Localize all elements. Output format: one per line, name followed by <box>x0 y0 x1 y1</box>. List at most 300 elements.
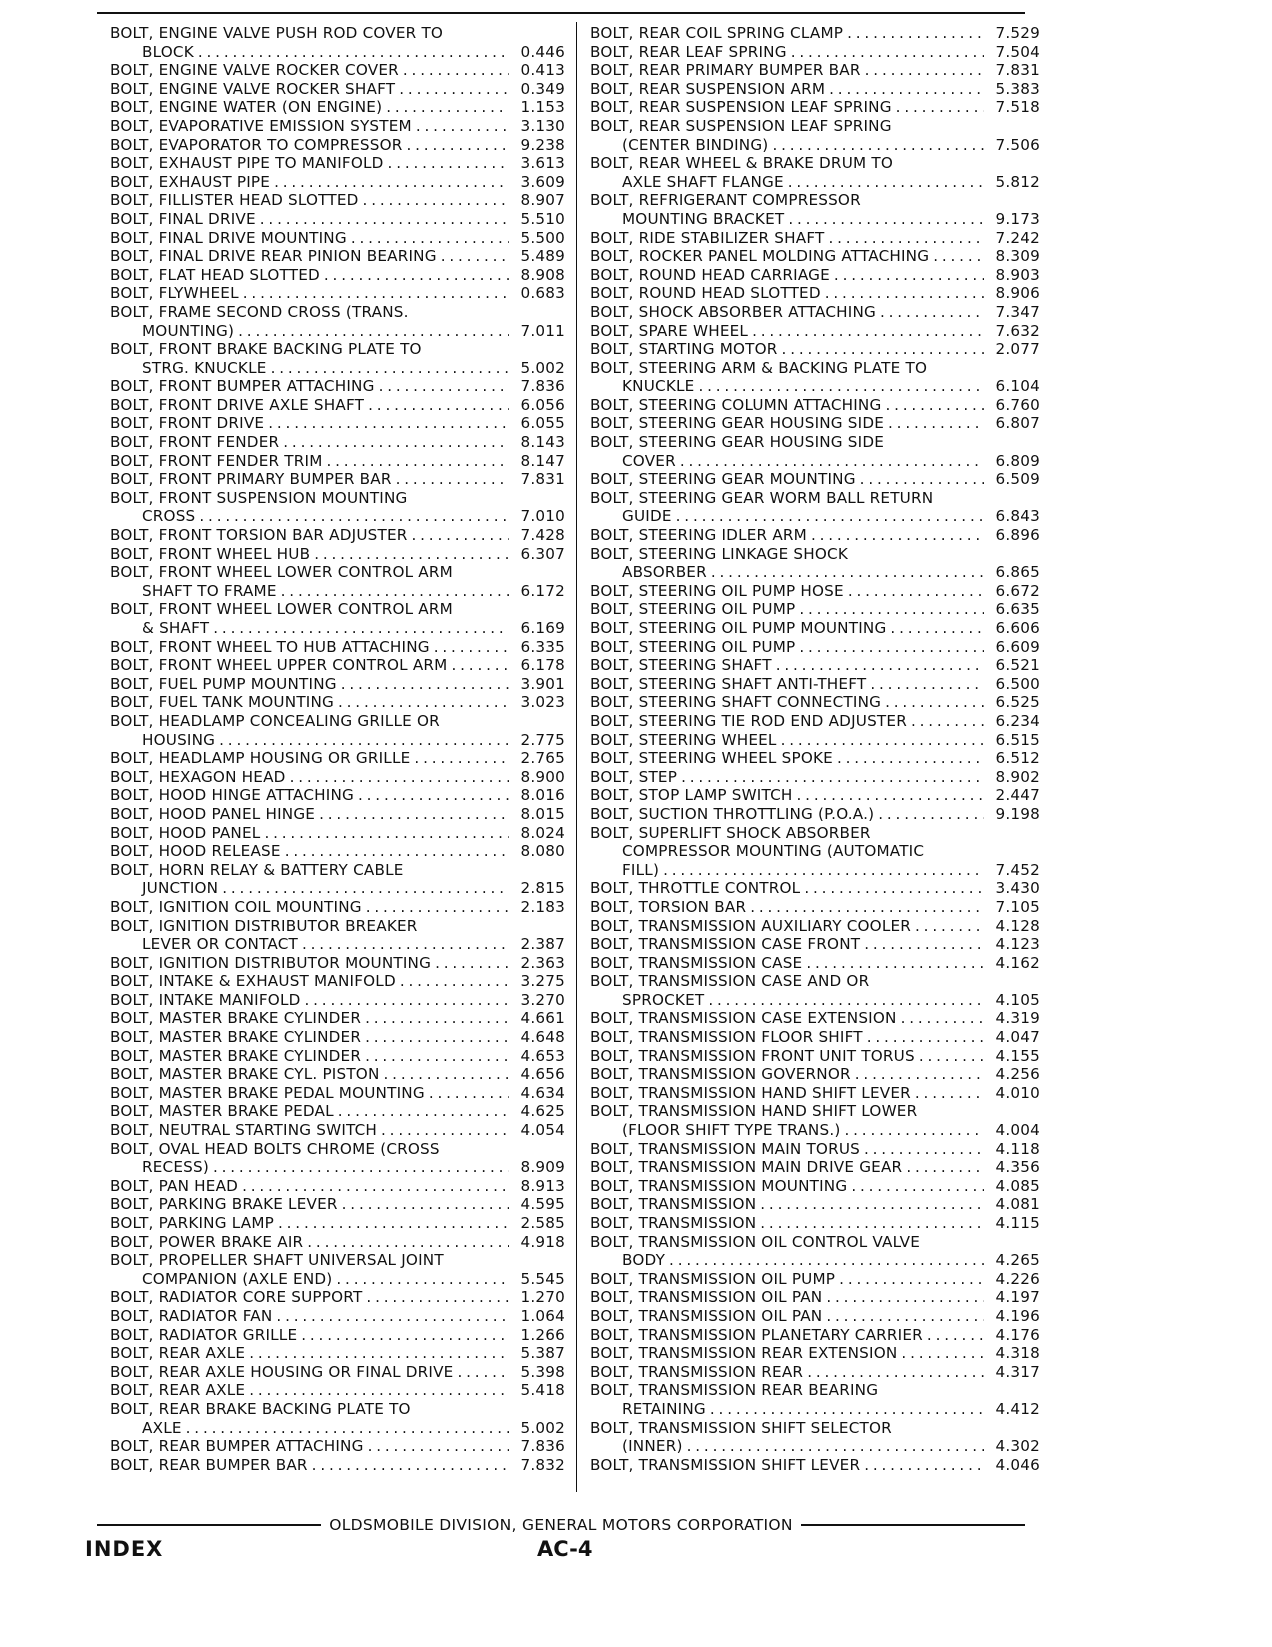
entry-text: BOLT, TRANSMISSION OIL PUMP <box>590 1269 836 1288</box>
entry-text: BOLT, TORSION BAR <box>590 897 747 916</box>
entry-line <box>110 1233 565 1252</box>
entry-line <box>590 1344 1040 1363</box>
dot-leader <box>399 80 509 99</box>
dot-leader <box>238 322 509 341</box>
entry-text: BOLT, FINAL DRIVE REAR PINION BEARING <box>110 247 437 266</box>
dot-leader <box>829 80 984 99</box>
entry-page-ref: 5.002 <box>520 1418 565 1437</box>
entry-page-ref: 4.661 <box>520 1009 565 1028</box>
entry-line <box>590 526 1040 545</box>
dot-leader <box>365 1047 509 1066</box>
index-entry <box>590 414 1040 433</box>
index-entry <box>590 1028 1040 1047</box>
dot-leader <box>307 1233 509 1252</box>
dot-leader <box>365 1028 509 1047</box>
entry-page-ref: 5.489 <box>520 247 565 266</box>
entry-line <box>110 210 565 229</box>
dot-leader <box>901 1009 984 1028</box>
entry-line <box>110 1251 565 1270</box>
index-entry <box>110 545 565 564</box>
entry-line <box>590 117 1040 136</box>
entry-text: BOLT, FRONT PRIMARY BUMPER BAR <box>110 470 392 489</box>
entry-line <box>590 229 1040 248</box>
entry-line <box>590 712 1040 731</box>
entry-page-ref: 7.242 <box>995 228 1040 247</box>
entry-text: FILL) <box>622 860 660 879</box>
entry-text: BOLT, FRONT WHEEL HUB <box>110 544 311 563</box>
entry-text: BOLT, EXHAUST PIPE <box>110 172 271 191</box>
entry-text: BOLT, STEERING WHEEL <box>590 730 777 749</box>
entry-text: BOLT, RIDE STABILIZER SHAFT <box>590 228 825 247</box>
index-entry <box>110 786 565 805</box>
dot-leader <box>864 935 984 954</box>
dot-leader <box>314 545 509 564</box>
entry-line <box>590 917 1040 936</box>
entry-page-ref: 4.226 <box>995 1269 1040 1288</box>
dot-leader <box>708 991 984 1010</box>
entry-text: BOLT, TRANSMISSION CASE FRONT <box>590 935 861 954</box>
index-entry <box>110 712 565 749</box>
entry-page-ref: 6.104 <box>995 377 1040 396</box>
entry-text: BOLT, TRANSMISSION MOUNTING <box>590 1176 848 1195</box>
entry-text: BOLT, HEADLAMP CONCEALING GRILLE OR <box>110 711 440 730</box>
entry-text: BOLT, TRANSMISSION MAIN DRIVE GEAR <box>590 1158 903 1177</box>
entry-text: SPROCKET <box>622 990 705 1009</box>
entry-page-ref: 4.265 <box>995 1251 1040 1270</box>
entry-page-ref: 8.908 <box>520 265 565 284</box>
entry-text: BOLT, HORN RELAY & BATTERY CABLE <box>110 860 404 879</box>
entry-line <box>590 1121 1040 1140</box>
dot-leader <box>760 1214 984 1233</box>
index-entry <box>110 1456 565 1475</box>
entry-page-ref: 4.054 <box>520 1121 565 1140</box>
entry-line <box>110 433 565 452</box>
entry-page-ref: 4.625 <box>520 1102 565 1121</box>
entry-page-ref: 6.521 <box>995 656 1040 675</box>
index-entry <box>590 154 1040 191</box>
dot-leader <box>400 972 509 991</box>
index-entry <box>110 1121 565 1140</box>
entry-page-ref: 6.865 <box>995 563 1040 582</box>
entry-text: BOLT, ROUND HEAD SLOTTED <box>590 284 821 303</box>
entry-line <box>110 545 565 564</box>
index-entry <box>110 1047 565 1066</box>
dot-leader <box>782 340 984 359</box>
entry-text: BOLT, TRANSMISSION OIL PAN <box>590 1288 823 1307</box>
dot-leader <box>680 452 984 471</box>
page-footer <box>97 1516 1025 1534</box>
dot-leader <box>198 43 509 62</box>
entry-line <box>110 80 565 99</box>
entry-line <box>590 489 1040 508</box>
entry-line <box>110 136 565 155</box>
entry-text: BOLT, STEP <box>590 767 678 786</box>
index-entry <box>590 117 1040 154</box>
index-entry <box>110 749 565 768</box>
dot-leader <box>319 805 509 824</box>
entry-line <box>110 452 565 471</box>
entry-line <box>110 805 565 824</box>
index-entry <box>590 954 1040 973</box>
entry-page-ref: 4.412 <box>995 1399 1040 1418</box>
entry-line <box>110 619 565 638</box>
index-entry <box>590 359 1040 396</box>
entry-text: BOLT, TRANSMISSION SHIFT LEVER <box>590 1455 861 1474</box>
entry-line <box>590 638 1040 657</box>
entry-page-ref: 7.831 <box>520 470 565 489</box>
entry-line <box>590 154 1040 173</box>
entry-line <box>110 563 565 582</box>
dot-leader <box>312 1456 509 1475</box>
entry-text: BOLT, ENGINE WATER (ON ENGINE) <box>110 98 383 117</box>
entry-line <box>590 954 1040 973</box>
index-entry <box>590 656 1040 675</box>
index-entry <box>110 284 565 303</box>
entry-line <box>110 377 565 396</box>
entry-line <box>110 229 565 248</box>
entry-page-ref: 6.307 <box>520 544 565 563</box>
dot-leader <box>366 1288 509 1307</box>
index-entry <box>590 303 1040 322</box>
entry-text: BOLT, ROCKER PANEL MOLDING ATTACHING <box>590 247 930 266</box>
index-entry <box>590 1344 1040 1363</box>
dot-leader <box>388 154 509 173</box>
entry-text: BOLT, STEERING IDLER ARM <box>590 526 807 545</box>
dot-leader <box>687 1437 984 1456</box>
entry-text: ABSORBER <box>622 563 707 582</box>
index-entry <box>590 322 1040 341</box>
entry-line <box>110 322 565 341</box>
entry-page-ref: 4.196 <box>995 1306 1040 1325</box>
entry-text: BOLT, TRANSMISSION FLOOR SHIFT <box>590 1028 863 1047</box>
index-entry <box>110 136 565 155</box>
entry-text: BOLT, REFRIGERANT COMPRESSOR <box>590 191 861 210</box>
index-entry <box>590 1047 1040 1066</box>
entry-text: BOLT, FRONT DRIVE <box>110 414 265 433</box>
entry-line <box>110 991 565 1010</box>
entry-line <box>110 1047 565 1066</box>
entry-text: BOLT, STEERING GEAR WORM BALL RETURN <box>590 488 934 507</box>
entry-page-ref: 6.843 <box>995 507 1040 526</box>
index-entry <box>590 1233 1040 1270</box>
entry-page-ref: 8.015 <box>520 804 565 823</box>
dot-leader <box>901 1344 984 1363</box>
entry-page-ref: 3.609 <box>520 172 565 191</box>
entry-page-ref: 4.648 <box>520 1028 565 1047</box>
entry-page-ref: 8.309 <box>995 247 1040 266</box>
entry-text: BOLT, FRONT BRAKE BACKING PLATE TO <box>110 340 422 359</box>
index-entry <box>110 842 565 861</box>
entry-text: BOLT, SHOCK ABSORBER ATTACHING <box>590 302 876 321</box>
index-entry <box>590 1140 1040 1159</box>
index-entry <box>590 1084 1040 1103</box>
dot-leader <box>788 210 984 229</box>
entry-text: BOLT, STEERING LINKAGE SHOCK <box>590 544 848 563</box>
entry-page-ref: 2.447 <box>995 786 1040 805</box>
index-entry <box>590 340 1040 359</box>
entry-line <box>110 1121 565 1140</box>
dot-leader <box>222 879 509 898</box>
entry-line <box>110 173 565 192</box>
entry-page-ref: 4.256 <box>995 1065 1040 1084</box>
entry-line <box>590 1177 1040 1196</box>
index-entry <box>590 1102 1040 1139</box>
entry-text: BOLT, MASTER BRAKE PEDAL <box>110 1102 334 1121</box>
entry-line <box>110 1140 565 1159</box>
dot-leader <box>855 1065 984 1084</box>
entry-text: BOLT, TRANSMISSION FRONT UNIT TORUS <box>590 1046 915 1065</box>
dot-leader <box>848 582 984 601</box>
entry-line <box>590 80 1040 99</box>
dot-leader <box>336 1270 509 1289</box>
entry-text: BOLT, FRONT WHEEL LOWER CONTROL ARM <box>110 600 453 619</box>
entry-line <box>110 303 565 322</box>
entry-line <box>590 1047 1040 1066</box>
index-entry <box>110 1251 565 1288</box>
entry-page-ref: 2.077 <box>995 340 1040 359</box>
entry-page-ref: 4.302 <box>995 1437 1040 1456</box>
entry-line <box>110 972 565 991</box>
index-entry <box>110 117 565 136</box>
entry-text: BOLT, MASTER BRAKE CYLINDER <box>110 1046 362 1065</box>
entry-text: BOLT, FRONT FENDER <box>110 433 280 452</box>
index-entry <box>110 470 565 489</box>
entry-page-ref: 4.155 <box>995 1046 1040 1065</box>
entry-line <box>110 1456 565 1475</box>
dot-leader <box>434 638 509 657</box>
entry-text: BOLT, RADIATOR FAN <box>110 1306 273 1325</box>
entry-line <box>110 43 565 62</box>
entry-line <box>110 1437 565 1456</box>
entry-line <box>590 266 1040 285</box>
entry-page-ref: 4.918 <box>520 1232 565 1251</box>
index-entry <box>590 247 1040 266</box>
dot-leader <box>750 898 984 917</box>
column-divider <box>576 22 577 1492</box>
entry-page-ref: 4.081 <box>995 1195 1040 1214</box>
entry-text: BOLT, ROUND HEAD CARRIAGE <box>590 265 830 284</box>
dot-leader <box>915 917 984 936</box>
entry-line <box>590 563 1040 582</box>
entry-line <box>590 879 1040 898</box>
dot-leader <box>698 377 984 396</box>
dot-leader <box>885 693 984 712</box>
entry-line <box>590 507 1040 526</box>
index-entry <box>590 786 1040 805</box>
entry-text: BOLT, TRANSMISSION CASE AND OR <box>590 972 870 991</box>
entry-page-ref: 6.512 <box>995 749 1040 768</box>
dot-leader <box>776 656 984 675</box>
entry-line <box>590 136 1040 155</box>
entry-text: BOLT, STARTING MOTOR <box>590 340 778 359</box>
dot-leader <box>880 303 984 322</box>
dot-leader <box>435 954 509 973</box>
entry-page-ref: 3.613 <box>520 154 565 173</box>
index-entry <box>590 1270 1040 1289</box>
entry-text: BOLT, REAR LEAF SPRING <box>590 42 787 61</box>
dot-leader <box>403 61 509 80</box>
entry-text: JUNCTION <box>142 879 219 898</box>
entry-line <box>110 712 565 731</box>
index-entry <box>110 861 565 898</box>
index-entry <box>590 935 1040 954</box>
entry-page-ref: 5.387 <box>520 1344 565 1363</box>
entry-line <box>590 1065 1040 1084</box>
entry-line <box>110 1400 565 1419</box>
dot-leader <box>324 266 509 285</box>
dot-leader <box>681 768 984 787</box>
entry-text: BOLT, FRONT WHEEL TO HUB ATTACHING <box>110 637 430 656</box>
dot-leader <box>342 1195 509 1214</box>
dot-leader <box>283 433 509 452</box>
entry-line <box>590 43 1040 62</box>
dot-leader <box>752 322 984 341</box>
entry-page-ref: 2.183 <box>520 897 565 916</box>
index-entry <box>110 210 565 229</box>
entry-text: BOLT, FLAT HEAD SLOTTED <box>110 265 320 284</box>
entry-line <box>590 452 1040 471</box>
entry-line <box>590 675 1040 694</box>
entry-page-ref: 4.128 <box>995 916 1040 935</box>
entry-page-ref: 6.335 <box>520 637 565 656</box>
entry-line <box>590 61 1040 80</box>
entry-text: BOLT, STEERING ARM & BACKING PLATE TO <box>590 358 928 377</box>
index-entry <box>110 1195 565 1214</box>
entry-line <box>590 1363 1040 1382</box>
entry-text: BOLT, REAR PRIMARY BUMPER BAR <box>590 61 861 80</box>
index-entry <box>110 1065 565 1084</box>
entry-line <box>110 1363 565 1382</box>
entry-line <box>110 693 565 712</box>
entry-text: BOLT, IGNITION DISTRIBUTOR BREAKER <box>110 916 418 935</box>
index-entry <box>590 972 1040 1009</box>
entry-page-ref: 0.683 <box>520 284 565 303</box>
entry-line <box>590 284 1040 303</box>
entry-text: BOLT, FRONT FENDER TRIM <box>110 451 323 470</box>
entry-text: RETAINING <box>622 1399 706 1418</box>
dot-leader <box>213 619 509 638</box>
entry-page-ref: 6.525 <box>995 693 1040 712</box>
entry-text: BOLT, FRONT SUSPENSION MOUNTING <box>110 488 408 507</box>
index-entry <box>590 1456 1040 1475</box>
entry-page-ref: 4.656 <box>520 1065 565 1084</box>
entry-line <box>110 861 565 880</box>
entry-page-ref: 4.085 <box>995 1176 1040 1195</box>
dot-leader <box>260 210 509 229</box>
dot-leader <box>788 173 984 192</box>
entry-page-ref: 0.446 <box>520 42 565 61</box>
dot-leader <box>860 470 984 489</box>
entry-text: BOLT, REAR WHEEL & BRAKE DRUM TO <box>590 154 893 173</box>
entry-text: BOLT, REAR SUSPENSION LEAF SPRING <box>590 98 892 117</box>
dot-leader <box>844 1121 984 1140</box>
entry-line <box>590 377 1040 396</box>
entry-text: BOLT, MASTER BRAKE PEDAL MOUNTING <box>110 1083 425 1102</box>
index-entry <box>110 824 565 843</box>
entry-page-ref: 8.080 <box>520 842 565 861</box>
entry-page-ref: 1.064 <box>520 1306 565 1325</box>
dot-leader <box>878 805 984 824</box>
entry-text: BOLT, REAR BUMPER BAR <box>110 1455 308 1474</box>
dot-leader <box>837 749 984 768</box>
entry-page-ref: 7.010 <box>520 507 565 526</box>
entry-line <box>590 1028 1040 1047</box>
entry-line <box>110 284 565 303</box>
entry-line <box>590 1102 1040 1121</box>
index-entry <box>590 1419 1040 1456</box>
entry-text: BOLT, INTAKE MANIFOLD <box>110 990 301 1009</box>
entry-text: BOLT, RADIATOR GRILLE <box>110 1325 298 1344</box>
index-entry <box>110 1344 565 1363</box>
entry-page-ref: 7.518 <box>995 98 1040 117</box>
index-entry <box>590 526 1040 545</box>
entry-line <box>590 433 1040 452</box>
index-entry <box>110 303 565 340</box>
dot-leader <box>264 824 509 843</box>
entry-line <box>590 972 1040 991</box>
index-entry <box>110 1028 565 1047</box>
entry-line <box>590 582 1040 601</box>
entry-text: BOLT, STEERING SHAFT ANTI-THEFT <box>590 674 867 693</box>
index-entry <box>110 768 565 787</box>
entry-line <box>590 414 1040 433</box>
entry-page-ref: 7.011 <box>520 321 565 340</box>
entry-text: BOLT, FRONT WHEEL UPPER CONTROL ARM <box>110 656 448 675</box>
index-entry <box>590 675 1040 694</box>
entry-line <box>590 1195 1040 1214</box>
index-entry <box>590 1214 1040 1233</box>
entry-page-ref: 8.900 <box>520 767 565 786</box>
dot-leader <box>851 1177 984 1196</box>
index-entry <box>110 433 565 452</box>
entry-line <box>110 470 565 489</box>
entry-text: BOLT, IGNITION COIL MOUNTING <box>110 897 362 916</box>
dot-leader <box>811 526 984 545</box>
entry-text: (INNER) <box>622 1437 683 1456</box>
entry-line <box>590 545 1040 564</box>
index-entry <box>110 452 565 471</box>
entry-line <box>590 619 1040 638</box>
entry-line <box>110 247 565 266</box>
entry-line <box>590 340 1040 359</box>
entry-line <box>590 24 1040 43</box>
dot-leader <box>847 24 984 43</box>
dot-leader <box>278 1214 509 1233</box>
entry-text: CROSS <box>142 507 196 526</box>
entry-line <box>110 935 565 954</box>
entry-page-ref: 2.775 <box>520 730 565 749</box>
entry-line <box>110 117 565 136</box>
entry-text: COVER <box>622 451 676 470</box>
entry-page-ref: 3.023 <box>520 693 565 712</box>
entry-text: BOLT, TRANSMISSION CASE EXTENSION <box>590 1009 897 1028</box>
dot-leader <box>839 1270 984 1289</box>
index-entry <box>110 247 565 266</box>
entry-text: BOLT, HOOD PANEL <box>110 823 261 842</box>
entry-line <box>590 991 1040 1010</box>
entry-line <box>590 1381 1040 1400</box>
entry-text: SHAFT TO FRAME <box>142 581 277 600</box>
entry-page-ref: 4.653 <box>520 1046 565 1065</box>
index-entry <box>590 619 1040 638</box>
entry-page-ref: 9.198 <box>995 804 1040 823</box>
dot-leader <box>368 1437 509 1456</box>
entry-line <box>110 1177 565 1196</box>
dot-leader <box>760 1195 984 1214</box>
entry-line <box>590 693 1040 712</box>
entry-text: BOLT, FILLISTER HEAD SLOTTED <box>110 191 359 210</box>
dot-leader <box>249 1344 509 1363</box>
